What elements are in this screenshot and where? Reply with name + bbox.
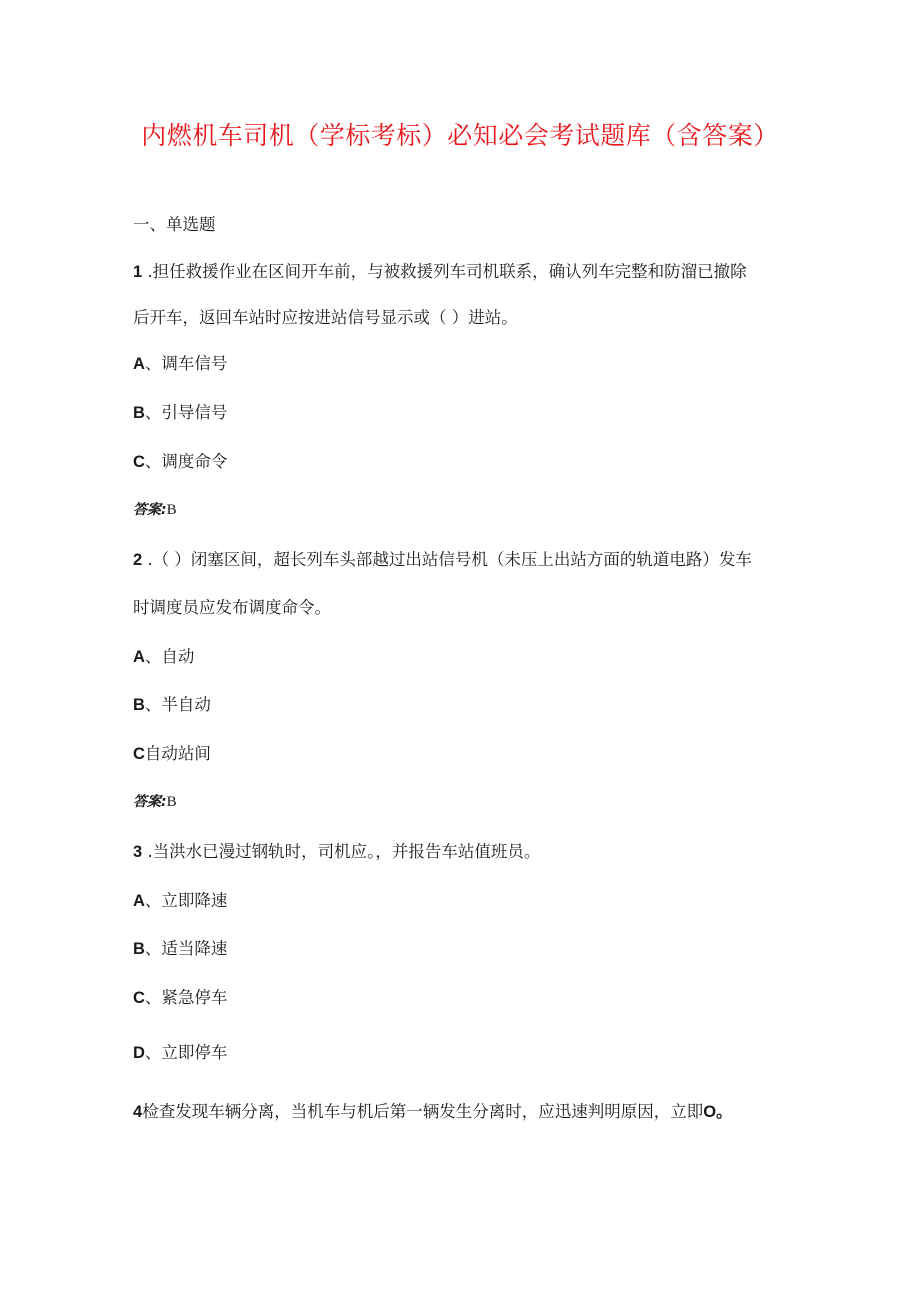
question-3-option-a bbox=[133, 887, 227, 911]
document-title: 内燃机车司机（学标考标）必知必会考试题库（含答案） bbox=[141, 121, 779, 150]
question-2-stem-line1 bbox=[133, 546, 752, 570]
option-label: A bbox=[133, 355, 145, 373]
option-label: A bbox=[133, 648, 145, 666]
section-heading: 一、单选题 bbox=[133, 215, 216, 234]
question-4-text: 检查发现车辆分离，当机车与机后第一辆发生分离时，应迅速判明原因，立即 bbox=[142, 1102, 704, 1121]
question-1-stem-line1 bbox=[133, 258, 747, 282]
option-label: C bbox=[133, 989, 145, 1007]
option-text: 调度命令 bbox=[161, 452, 228, 471]
option-text: 调车信号 bbox=[161, 354, 228, 373]
question-2-option-a bbox=[133, 643, 194, 667]
question-1-number: 1 bbox=[133, 263, 143, 281]
option-label: A bbox=[133, 892, 145, 910]
option-label: D bbox=[133, 1044, 145, 1062]
question-4-tail: O。 bbox=[703, 1103, 733, 1121]
option-label: B bbox=[133, 696, 145, 714]
question-1-option-b bbox=[133, 399, 227, 423]
option-text: 适当降速 bbox=[161, 939, 228, 958]
question-2-number: 2 bbox=[133, 551, 143, 569]
option-separator: 、 bbox=[144, 354, 162, 373]
question-1-text: .担任救援作业在区间开车前，与被救援列车司机联系，确认列车完整和防溜已撤除 bbox=[147, 262, 747, 281]
option-text: 立即停车 bbox=[161, 1043, 228, 1062]
option-text: 自动 bbox=[161, 647, 195, 666]
option-text: 半自动 bbox=[161, 695, 211, 714]
question-3-stem-line1 bbox=[133, 838, 540, 862]
question-3-option-c bbox=[133, 984, 227, 1008]
question-3-option-d bbox=[133, 1039, 227, 1063]
question-3-text: .当洪水已漫过钢轨时，司机应。，并报告车站值班员。 bbox=[147, 842, 541, 861]
option-text: 紧急停车 bbox=[161, 988, 228, 1007]
option-separator: 、 bbox=[144, 695, 162, 714]
question-1-option-a bbox=[133, 350, 227, 374]
option-label: C bbox=[133, 453, 145, 471]
option-separator: 、 bbox=[144, 647, 162, 666]
option-label: B bbox=[133, 404, 145, 422]
question-3-option-b bbox=[133, 935, 227, 959]
question-2-text: .（ ）闭塞区间，超长列车头部越过出站信号机（未压上出站方面的轨道电路）发车 bbox=[147, 550, 752, 569]
answer-value: B bbox=[166, 794, 177, 810]
question-2-answer bbox=[133, 791, 177, 811]
question-2-option-b bbox=[133, 691, 211, 715]
option-text: 自动站间 bbox=[144, 744, 211, 763]
option-separator: 、 bbox=[144, 891, 162, 910]
option-separator: 、 bbox=[144, 939, 162, 958]
option-separator: 、 bbox=[144, 403, 162, 422]
option-text: 立即降速 bbox=[161, 891, 228, 910]
option-label: C bbox=[133, 745, 145, 763]
question-4-number: 4 bbox=[133, 1103, 143, 1121]
answer-value: B bbox=[166, 502, 177, 518]
answer-label: 答案: bbox=[133, 794, 167, 810]
question-1-option-c bbox=[133, 448, 227, 472]
question-2-stem-line2: 时调度员应发布调度命令。 bbox=[133, 598, 331, 617]
option-separator: 、 bbox=[144, 452, 162, 471]
answer-label: 答案: bbox=[133, 502, 167, 518]
question-1-stem-line2: 后开车，返回车站时应按进站信号显示或（ ）进站。 bbox=[133, 308, 518, 327]
question-3-number: 3 bbox=[133, 843, 143, 861]
option-text: 引导信号 bbox=[161, 403, 228, 422]
question-1-answer bbox=[133, 499, 177, 519]
question-2-option-c bbox=[133, 740, 211, 764]
option-separator: 、 bbox=[144, 1043, 162, 1062]
option-label: B bbox=[133, 940, 145, 958]
option-separator: 、 bbox=[144, 988, 162, 1007]
question-4-stem-line1 bbox=[133, 1098, 733, 1122]
